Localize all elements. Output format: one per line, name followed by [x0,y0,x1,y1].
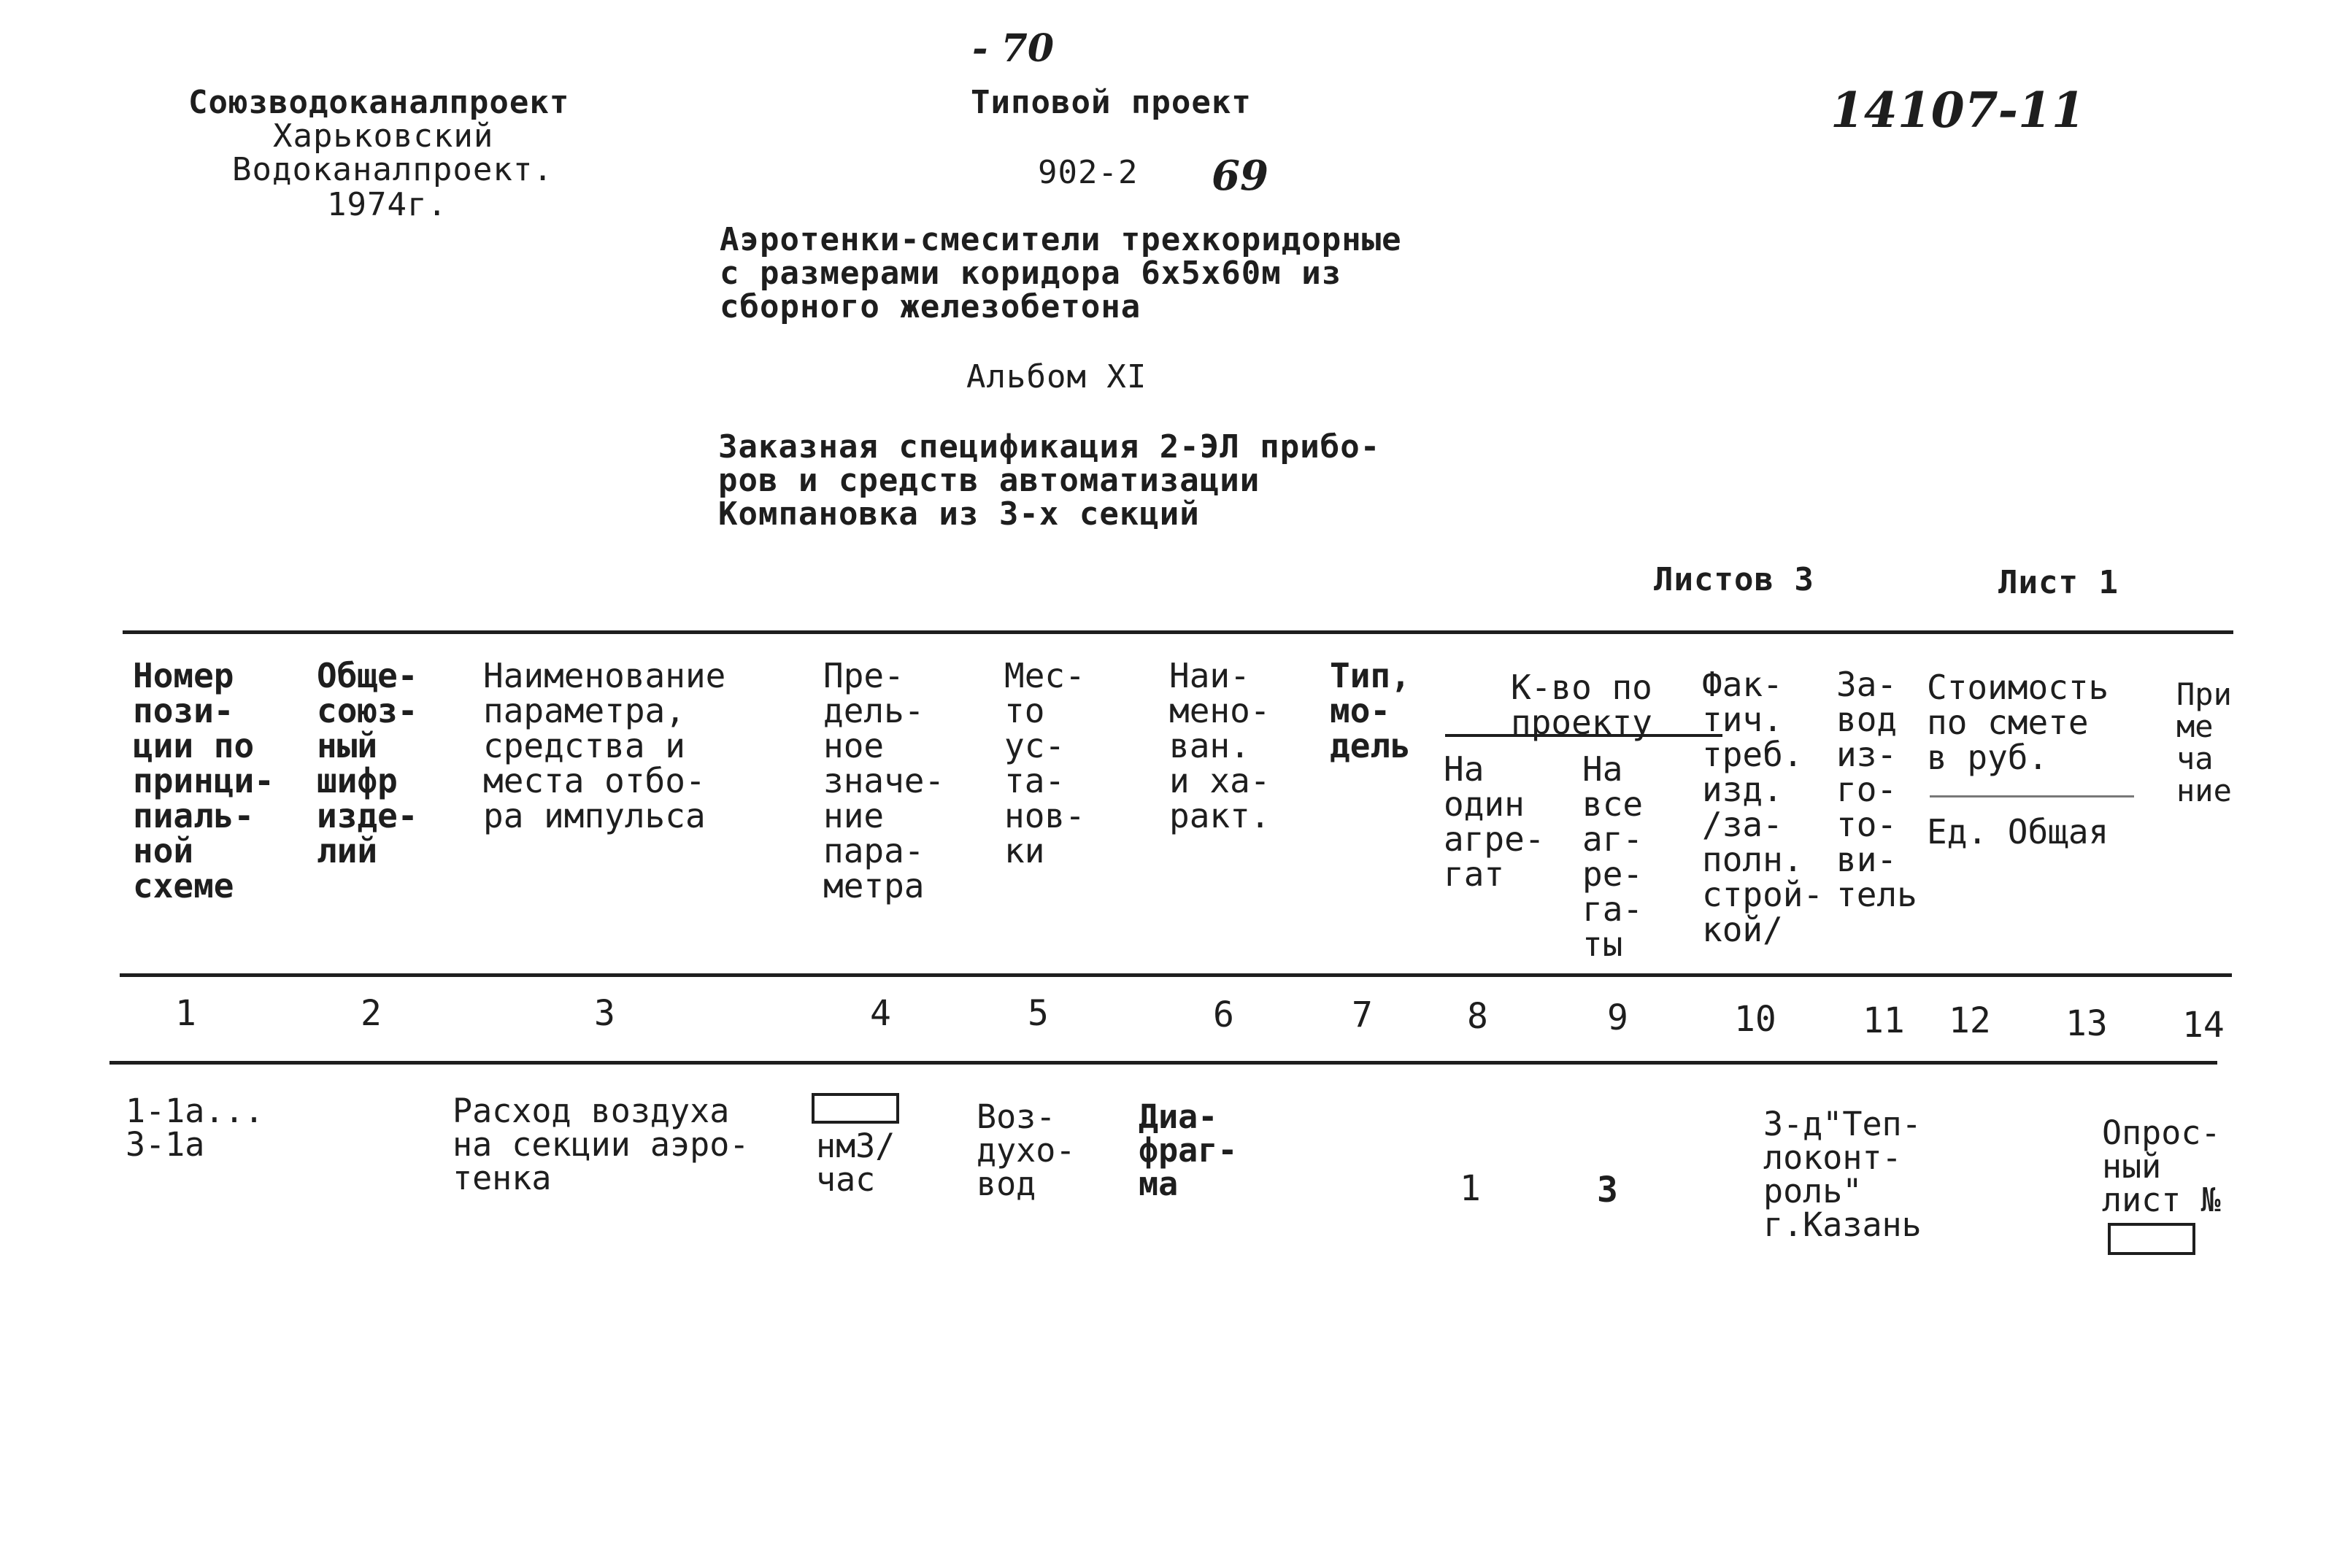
project-title-line-3: сборного железобетона [720,288,1141,325]
table-top-rule [123,630,2233,634]
row-position: 1-1а... 3-1а [126,1092,264,1164]
org-line-3: Водоканалпроект. [232,151,553,188]
header-per-unit: На один агре- гат [1444,749,1545,894]
row-parameter-name: Расход воздуха на секции аэро- тенка [453,1092,750,1197]
project-title-line-2: с размерами коридора 6х5х60м из [720,255,1342,292]
column-number: 7 [1352,995,1373,1035]
limit-value-blank-box [812,1093,899,1124]
row-per-unit: 1 [1460,1168,1481,1209]
org-line-1: Союзводоканалпроект [188,84,570,121]
project-title-line-1: Аэротенки-смесители трехкоридорные [720,221,1402,258]
row-manufacturer: З-д"Теп- локонт- роль" г.Казань [1763,1105,1922,1244]
column-number: 11 [1863,1000,1905,1041]
column-number: 10 [1734,999,1776,1040]
header-install-location: Мес- то ус- та- нов- ки [1004,656,1085,870]
column-numbers-bottom-rule [109,1061,2217,1065]
header-union-code: Обще- союз- ный шифр изде- лий [317,656,418,870]
document-code: 14107-11 [1830,82,2085,139]
column-number: 13 [2065,1003,2108,1044]
column-number: 14 [2182,1005,2225,1046]
column-number: 3 [594,993,615,1034]
header-manufacturer: За- вод из- го- то- ви- тель [1836,665,1917,914]
column-number: 2 [361,993,382,1034]
row-install-location: Воз- духо- вод [977,1097,1076,1203]
row-total: 3 [1597,1170,1618,1210]
header-note: При ме ча ние [2176,676,2232,808]
header-bottom-rule [120,973,2232,977]
sheets-total: Листов 3 [1654,561,1814,598]
column-number: 9 [1607,997,1628,1038]
row-note: Опрос- ный лист № [2102,1113,2221,1219]
header-all-units: На все аг- ре- га- ты [1582,749,1644,964]
header-type-model: Тип, мо- дель [1330,656,1411,765]
project-label: Типовой проект [971,84,1252,121]
page-number: - 70 [972,26,1055,71]
project-number-handwritten: 69 [1212,152,1268,200]
note-blank-box [2108,1223,2195,1255]
org-year: 1974г. [327,186,447,223]
spec-title-line-3: Компановка из 3-х секций [718,495,1200,533]
column-number: 1 [175,993,196,1034]
cost-group-underline [1930,795,2134,797]
org-line-2: Харьковский [273,117,494,155]
header-limit-value: Пре- дель- ное значе- ние пара- метра [823,656,945,905]
spec-title-line-2: ров и средств автоматизации [718,462,1260,499]
column-number: 4 [870,993,891,1034]
header-parameter-name: Наименование параметра, средства и места отбо- ра импульса [483,656,726,835]
header-quantity-group: К-во по проекту [1511,668,1652,742]
project-number: 902-2 [1038,154,1139,191]
column-number: 6 [1213,995,1234,1035]
column-number: 5 [1028,993,1049,1034]
album-label: Альбом XI [966,358,1147,395]
header-estimated-cost: Стоимость по смете в руб. [1927,668,2109,777]
header-naming-characteristics: Наи- мено- ван. и ха- ракт. [1169,656,1271,835]
header-cost-subcolumns: Ед. Общая [1927,812,2109,851]
column-number: 8 [1467,996,1488,1037]
header-position-number: Номер пози- ции по принци- пиаль- ной схеме [133,656,274,905]
row-limit-value: нм3/ час [816,1127,896,1199]
sheet-current: Лист 1 [1998,564,2119,601]
header-actual-requirement: Фак- тич. треб. изд. /за- полн. строй- кой/ [1702,665,1824,949]
row-naming: Диа- фраг- ма [1139,1097,1238,1203]
column-number: 12 [1949,1000,1991,1041]
spec-title-line-1: Заказная спецификация 2-ЭЛ прибо- [718,428,1381,466]
